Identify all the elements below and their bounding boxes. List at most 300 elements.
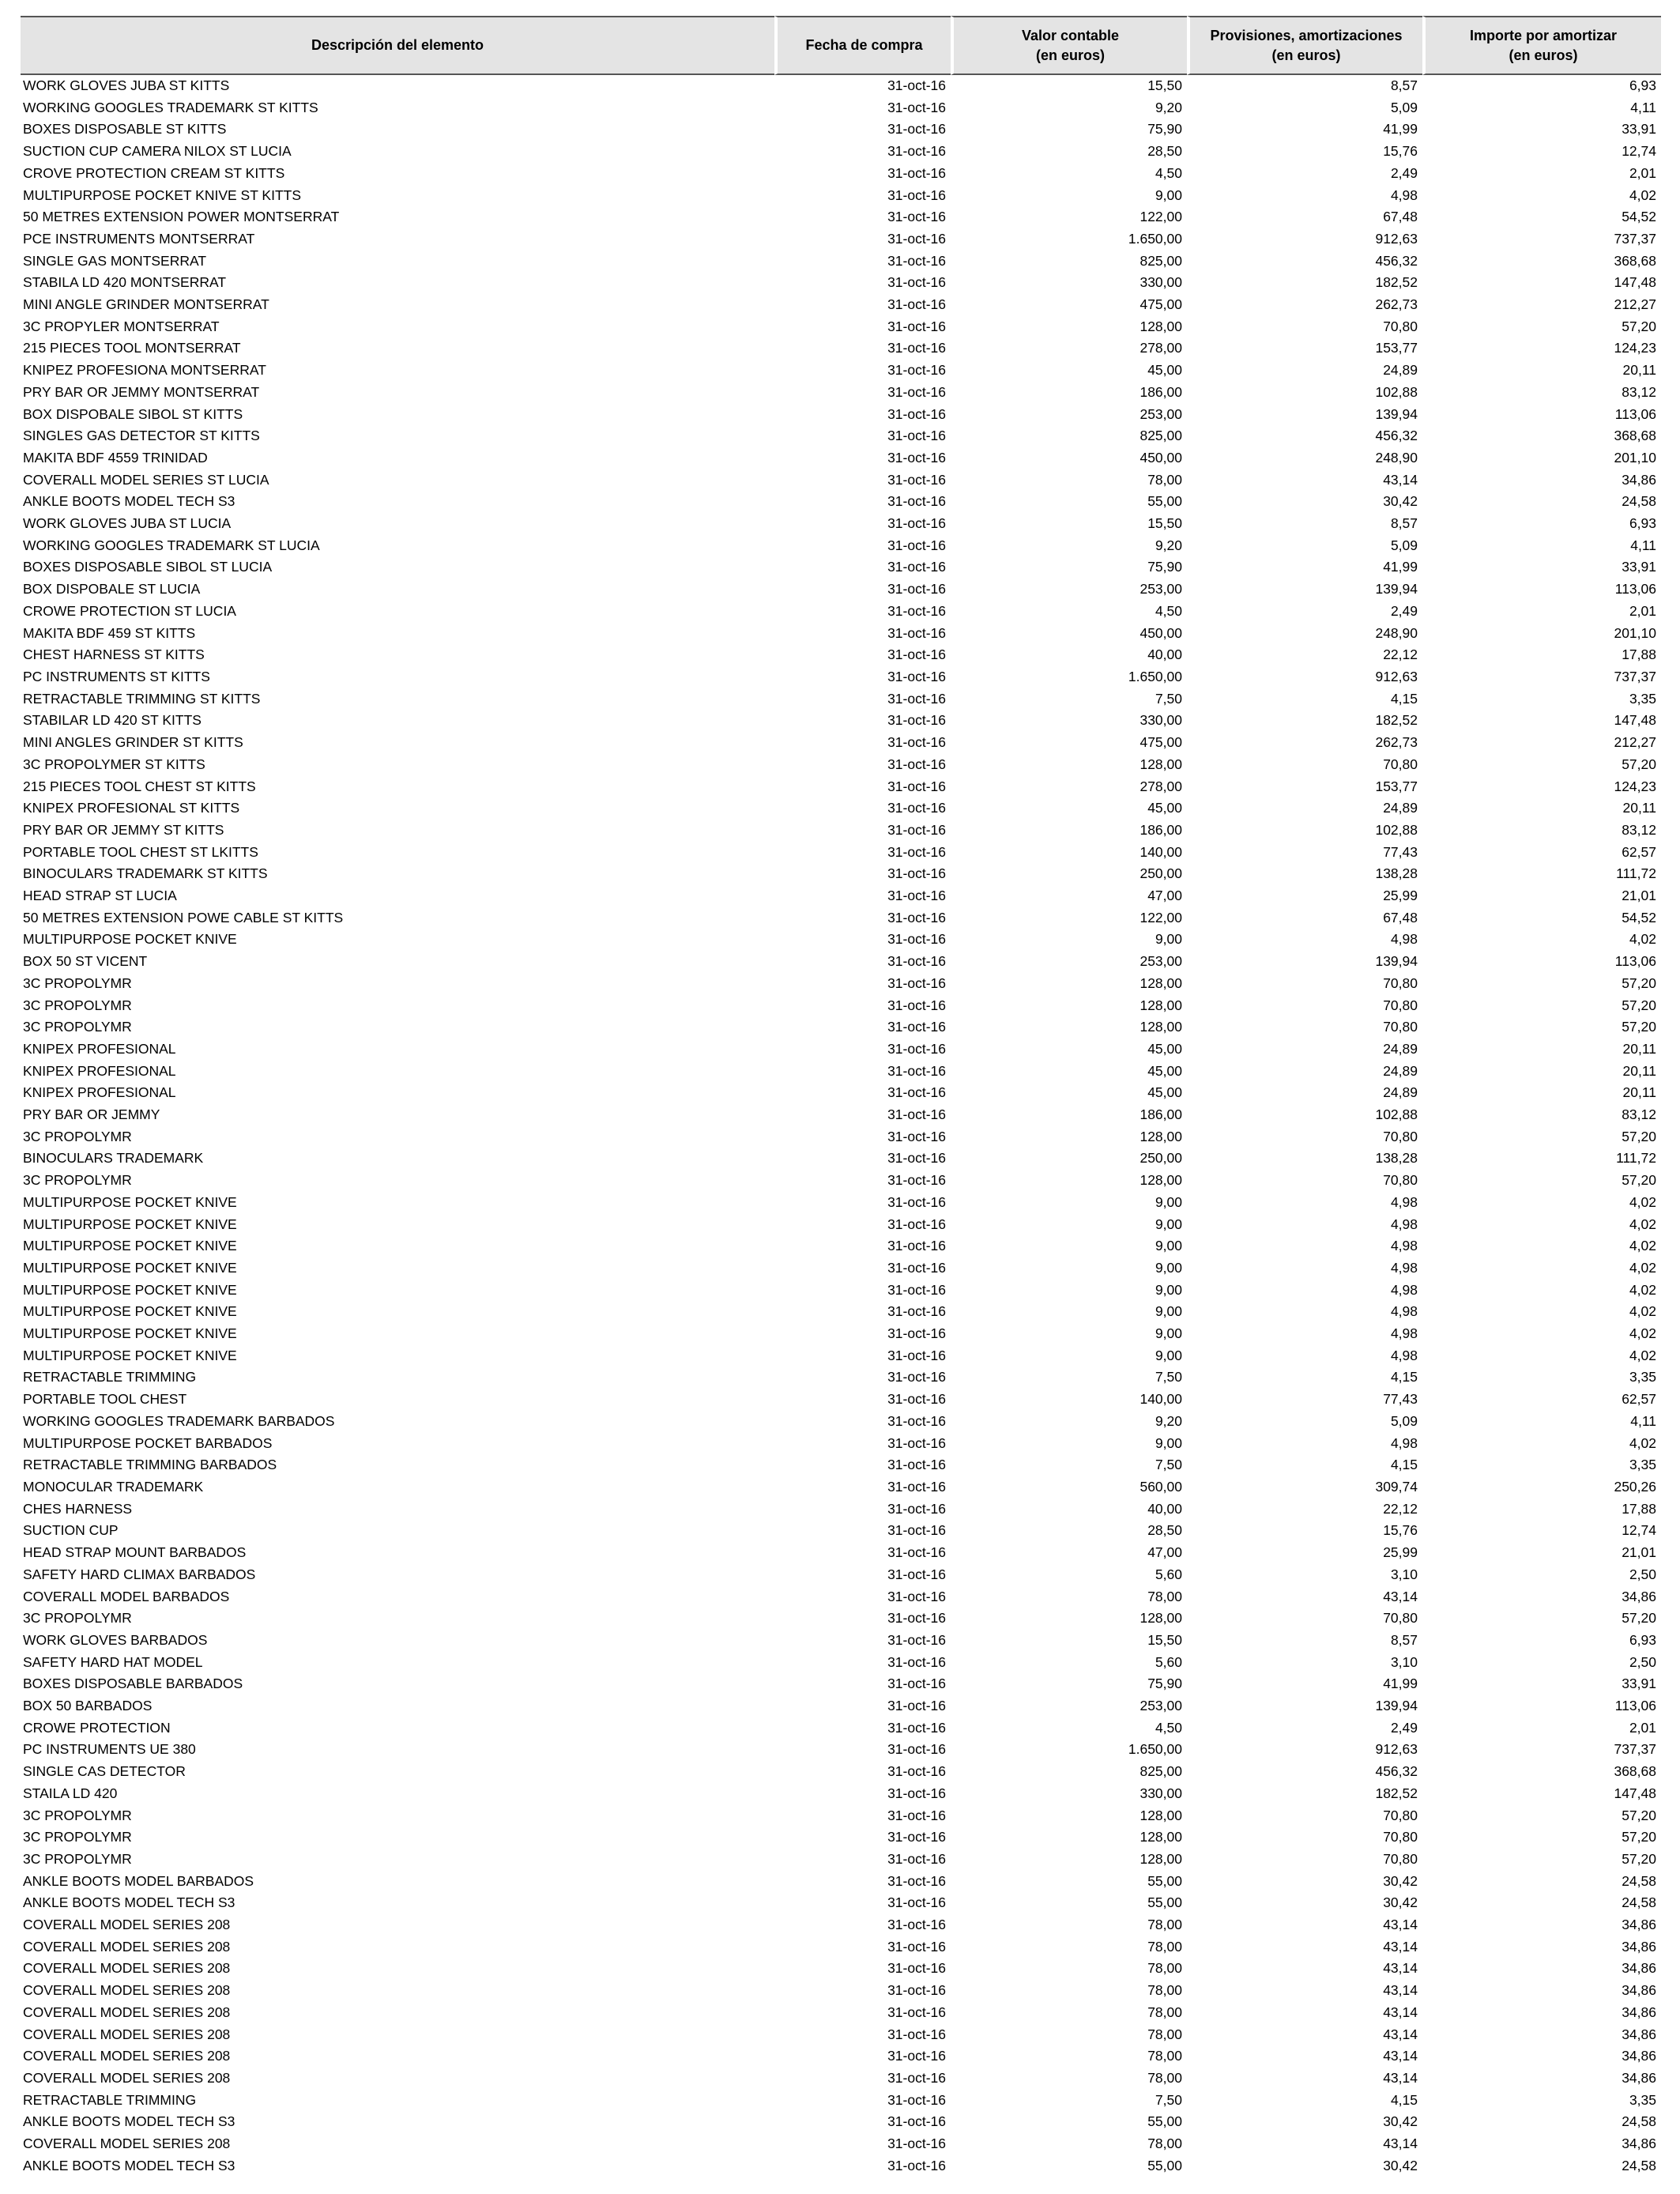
table-row (21, 206, 1661, 228)
cell-description: SUCTION CUP CAMERA NILOX ST LUCIA (23, 143, 292, 160)
cell-provisions: 70,80 (1383, 1172, 1418, 1189)
table-body (21, 75, 1661, 2177)
table-row (21, 1520, 1661, 1542)
cell-description: STAILA LD 420 (23, 1785, 118, 1801)
cell-provisions: 70,80 (1383, 1829, 1418, 1845)
cell-book-value: 55,00 (1147, 1872, 1182, 1889)
cell-provisions: 139,94 (1375, 581, 1418, 598)
cell-book-value: 9,00 (1155, 1193, 1182, 1210)
cell-book-value: 450,00 (1139, 449, 1182, 466)
table-row (21, 228, 1661, 251)
cell-remaining: 201,10 (1614, 624, 1656, 641)
cell-provisions: 102,88 (1375, 383, 1418, 400)
cell-provisions: 67,48 (1383, 909, 1418, 925)
cell-book-value: 7,50 (1155, 2091, 1182, 2108)
table-row (21, 294, 1661, 316)
cell-remaining: 6,93 (1629, 1631, 1656, 1648)
cell-purchase-date: 31-oct-16 (887, 1019, 946, 1035)
cell-description: 3C PROPOLYMR (23, 1850, 132, 1867)
cell-provisions: 912,63 (1375, 1741, 1418, 1758)
cell-description: COVERALL MODEL SERIES 208 (23, 2026, 231, 2042)
cell-purchase-date: 31-oct-16 (887, 1479, 946, 1495)
cell-book-value: 7,50 (1155, 1457, 1182, 1473)
cell-provisions: 4,15 (1390, 1457, 1418, 1473)
cell-remaining: 20,11 (1622, 362, 1656, 379)
cell-provisions: 22,12 (1383, 647, 1418, 663)
cell-provisions: 262,73 (1375, 734, 1418, 751)
cell-description: CROWE PROTECTION ST LUCIA (23, 602, 236, 619)
table-row (21, 2155, 1661, 2177)
cell-book-value: 9,00 (1155, 1259, 1182, 1276)
cell-purchase-date: 31-oct-16 (887, 2004, 946, 2020)
table-row (21, 447, 1661, 469)
table-row (21, 535, 1661, 557)
cell-book-value: 9,20 (1155, 537, 1182, 553)
cell-description: PC INSTRUMENTS UE 380 (23, 1741, 196, 1758)
cell-provisions: 4,15 (1390, 1369, 1418, 1385)
cell-book-value: 40,00 (1147, 647, 1182, 663)
cell-book-value: 122,00 (1139, 909, 1182, 925)
cell-purchase-date: 31-oct-16 (887, 121, 946, 138)
cell-purchase-date: 31-oct-16 (887, 647, 946, 663)
cell-provisions: 2,49 (1390, 164, 1418, 181)
cell-provisions: 4,98 (1390, 1238, 1418, 1254)
cell-purchase-date: 31-oct-16 (887, 428, 946, 444)
cell-purchase-date: 31-oct-16 (887, 1369, 946, 1385)
cell-remaining: 4,11 (1630, 99, 1656, 115)
table-row (21, 1914, 1661, 1936)
table-row (21, 1826, 1661, 1849)
table-row (21, 1257, 1661, 1280)
table-row (21, 907, 1661, 929)
cell-description: 50 METRES EXTENSION POWER MONTSERRAT (23, 209, 340, 225)
cell-description: COVERALL MODEL SERIES 208 (23, 1917, 231, 1933)
cell-book-value: 1.650,00 (1128, 1741, 1182, 1758)
cell-provisions: 30,42 (1383, 2157, 1418, 2173)
cell-remaining: 34,86 (1622, 2136, 1656, 2152)
cell-description: 3C PROPOLYMR (23, 1807, 132, 1823)
table-row (21, 469, 1661, 492)
cell-provisions: 30,42 (1383, 1872, 1418, 1889)
cell-purchase-date: 31-oct-16 (887, 2048, 946, 2064)
table-row (21, 316, 1661, 338)
table-row (21, 1148, 1661, 1170)
cell-remaining: 3,35 (1629, 2091, 1656, 2108)
cell-remaining: 24,58 (1622, 1894, 1656, 1911)
cell-provisions: 4,98 (1390, 1216, 1418, 1232)
cell-provisions: 24,89 (1383, 1040, 1418, 1057)
cell-purchase-date: 31-oct-16 (887, 931, 946, 948)
cell-description: ANKLE BOOTS MODEL TECH S3 (23, 2113, 235, 2130)
cell-book-value: 7,50 (1155, 690, 1182, 707)
cell-purchase-date: 31-oct-16 (887, 559, 946, 575)
cell-remaining: 34,86 (1622, 2026, 1656, 2042)
cell-provisions: 182,52 (1375, 712, 1418, 729)
table-row (21, 1301, 1661, 1323)
cell-provisions: 4,98 (1390, 1281, 1418, 1298)
cell-book-value: 9,00 (1155, 187, 1182, 203)
cell-remaining: 21,01 (1622, 1544, 1656, 1561)
cell-description: ANKLE BOOTS MODEL TECH S3 (23, 493, 235, 510)
table-row (21, 1498, 1661, 1521)
table-row (21, 1542, 1661, 1564)
table-row (21, 929, 1661, 951)
cell-book-value: 9,00 (1155, 1325, 1182, 1342)
cell-book-value: 78,00 (1147, 2048, 1182, 2064)
cell-purchase-date: 31-oct-16 (887, 340, 946, 356)
cell-book-value: 7,50 (1155, 1369, 1182, 1385)
cell-provisions: 2,49 (1390, 1719, 1418, 1736)
cell-description: PCE INSTRUMENTS MONTSERRAT (23, 230, 255, 247)
cell-book-value: 55,00 (1147, 1894, 1182, 1911)
cell-remaining: 20,11 (1622, 1062, 1656, 1079)
cell-remaining: 2,50 (1629, 1653, 1656, 1670)
cell-remaining: 54,52 (1622, 909, 1656, 925)
cell-provisions: 25,99 (1383, 888, 1418, 904)
cell-purchase-date: 31-oct-16 (887, 449, 946, 466)
cell-book-value: 250,00 (1139, 865, 1182, 882)
cell-description: CROWE PROTECTION (23, 1719, 171, 1736)
header-provisions-line2: (en euros) (1271, 47, 1341, 63)
cell-purchase-date: 31-oct-16 (887, 953, 946, 970)
cell-book-value: 75,90 (1147, 1676, 1182, 1692)
table-row (21, 360, 1661, 382)
cell-description: BOXES DISPOSABLE BARBADOS (23, 1676, 243, 1692)
cell-purchase-date: 31-oct-16 (887, 909, 946, 925)
table-row (21, 1389, 1661, 1411)
cell-purchase-date: 31-oct-16 (887, 296, 946, 313)
table-row (21, 732, 1661, 754)
cell-purchase-date: 31-oct-16 (887, 1500, 946, 1517)
header-book-value (951, 16, 1187, 75)
cell-remaining: 212,27 (1614, 734, 1656, 751)
cell-description: KNIPEX PROFESIONAL (23, 1062, 176, 1079)
table-row (21, 2045, 1661, 2068)
table-header-row (21, 16, 1661, 75)
cell-book-value: 45,00 (1147, 1040, 1182, 1057)
cell-remaining: 147,48 (1614, 1785, 1656, 1801)
cell-remaining: 57,20 (1622, 1807, 1656, 1823)
cell-remaining: 34,86 (1622, 1917, 1656, 1933)
cell-description: 3C PROPOLYMR (23, 997, 132, 1013)
cell-remaining: 34,86 (1622, 1982, 1656, 1999)
cell-remaining: 4,11 (1630, 1412, 1656, 1429)
cell-provisions: 248,90 (1375, 449, 1418, 466)
cell-provisions: 2,49 (1390, 602, 1418, 619)
cell-provisions: 43,14 (1383, 1917, 1418, 1933)
cell-remaining: 57,20 (1622, 1128, 1656, 1144)
cell-purchase-date: 31-oct-16 (887, 1894, 946, 1911)
cell-book-value: 78,00 (1147, 1588, 1182, 1604)
table-row (21, 1761, 1661, 1783)
cell-description: BINOCULARS TRADEMARK ST KITTS (23, 865, 268, 882)
cell-book-value: 128,00 (1139, 1019, 1182, 1035)
cell-remaining: 6,93 (1629, 515, 1656, 532)
cell-book-value: 186,00 (1139, 383, 1182, 400)
cell-provisions: 43,14 (1383, 471, 1418, 488)
cell-provisions: 43,14 (1383, 2048, 1418, 2064)
table-row (21, 251, 1661, 273)
cell-remaining: 33,91 (1622, 1676, 1656, 1692)
cell-description: MULTIPURPOSE POCKET KNIVE (23, 1193, 237, 1210)
cell-provisions: 70,80 (1383, 997, 1418, 1013)
cell-remaining: 62,57 (1622, 843, 1656, 860)
table-row (21, 2024, 1661, 2046)
cell-purchase-date: 31-oct-16 (887, 1106, 946, 1123)
cell-description: HEAD STRAP MOUNT BARBADOS (23, 1544, 247, 1561)
cell-remaining: 2,01 (1629, 164, 1656, 181)
cell-book-value: 825,00 (1139, 428, 1182, 444)
cell-purchase-date: 31-oct-16 (887, 800, 946, 816)
cell-provisions: 153,77 (1375, 340, 1418, 356)
cell-purchase-date: 31-oct-16 (887, 230, 946, 247)
cell-book-value: 1.650,00 (1128, 230, 1182, 247)
cell-provisions: 102,88 (1375, 821, 1418, 838)
cell-description: RETRACTABLE TRIMMING (23, 1369, 197, 1385)
cell-book-value: 15,50 (1147, 1631, 1182, 1648)
cell-book-value: 9,00 (1155, 1281, 1182, 1298)
cell-description: MULTIPURPOSE POCKET KNIVE (23, 1325, 237, 1342)
cell-remaining: 4,02 (1629, 1281, 1656, 1298)
cell-book-value: 9,00 (1155, 1303, 1182, 1320)
cell-description: SAFETY HARD HAT MODEL (23, 1653, 203, 1670)
cell-description: MULTIPURPOSE POCKET KNIVE (23, 931, 237, 948)
table-row (21, 973, 1661, 995)
cell-description: KNIPEZ PROFESIONA MONTSERRAT (23, 362, 266, 379)
cell-remaining: 4,02 (1629, 1434, 1656, 1451)
cell-remaining: 4,02 (1629, 1347, 1656, 1363)
cell-provisions: 22,12 (1383, 1500, 1418, 1517)
cell-provisions: 30,42 (1383, 2113, 1418, 2130)
cell-purchase-date: 31-oct-16 (887, 383, 946, 400)
cell-remaining: 24,58 (1622, 2157, 1656, 2173)
cell-remaining: 33,91 (1622, 559, 1656, 575)
cell-provisions: 4,98 (1390, 1347, 1418, 1363)
table-row (21, 951, 1661, 973)
table-row (21, 1411, 1661, 1433)
table-row (21, 1433, 1661, 1455)
cell-description: HEAD STRAP ST LUCIA (23, 888, 177, 904)
cell-purchase-date: 31-oct-16 (887, 888, 946, 904)
cell-description: PRY BAR OR JEMMY MONTSERRAT (23, 383, 260, 400)
cell-book-value: 78,00 (1147, 2004, 1182, 2020)
cell-book-value: 825,00 (1139, 252, 1182, 269)
cell-remaining: 20,11 (1622, 1040, 1656, 1057)
table-row (21, 163, 1661, 185)
cell-provisions: 138,28 (1375, 865, 1418, 882)
cell-book-value: 128,00 (1139, 974, 1182, 991)
cell-description: WORK GLOVES BARBADOS (23, 1631, 208, 1648)
cell-book-value: 122,00 (1139, 209, 1182, 225)
cell-remaining: 57,20 (1622, 1829, 1656, 1845)
table-row (21, 1805, 1661, 1827)
cell-book-value: 128,00 (1139, 1807, 1182, 1823)
cell-purchase-date: 31-oct-16 (887, 274, 946, 291)
cell-provisions: 5,09 (1390, 1412, 1418, 1429)
cell-remaining: 17,88 (1622, 1500, 1656, 1517)
cell-book-value: 9,00 (1155, 1216, 1182, 1232)
cell-description: RETRACTABLE TRIMMING ST KITTS (23, 690, 261, 707)
table-row (21, 2090, 1661, 2112)
cell-provisions: 70,80 (1383, 318, 1418, 334)
cell-description: ANKLE BOOTS MODEL BARBADOS (23, 1872, 254, 1889)
cell-purchase-date: 31-oct-16 (887, 1238, 946, 1254)
cell-book-value: 28,50 (1147, 143, 1182, 160)
cell-book-value: 330,00 (1139, 274, 1182, 291)
cell-remaining: 3,35 (1629, 1369, 1656, 1385)
cell-remaining: 6,93 (1629, 77, 1656, 93)
cell-purchase-date: 31-oct-16 (887, 2113, 946, 2130)
table-row (21, 885, 1661, 907)
cell-purchase-date: 31-oct-16 (887, 1763, 946, 1780)
cell-remaining: 2,01 (1629, 1719, 1656, 1736)
table-row (21, 1214, 1661, 1236)
table-row (21, 1192, 1661, 1214)
cell-book-value: 5,60 (1155, 1566, 1182, 1582)
cell-remaining: 4,02 (1629, 931, 1656, 948)
cell-remaining: 57,20 (1622, 1850, 1656, 1867)
cell-provisions: 4,15 (1390, 690, 1418, 707)
table-row (21, 1871, 1661, 1893)
asset-table (21, 16, 1661, 2177)
cell-description: ANKLE BOOTS MODEL TECH S3 (23, 2157, 235, 2173)
cell-description: ANKLE BOOTS MODEL TECH S3 (23, 1894, 235, 1911)
table-row (21, 820, 1661, 842)
table-row (21, 425, 1661, 447)
cell-provisions: 182,52 (1375, 1785, 1418, 1801)
table-row (21, 776, 1661, 798)
cell-description: SINGLES GAS DETECTOR ST KITTS (23, 428, 260, 444)
cell-book-value: 45,00 (1147, 1084, 1182, 1101)
table-row (21, 644, 1661, 666)
cell-description: RETRACTABLE TRIMMING (23, 2091, 197, 2108)
cell-book-value: 55,00 (1147, 493, 1182, 510)
cell-provisions: 70,80 (1383, 1128, 1418, 1144)
cell-description: PRY BAR OR JEMMY (23, 1106, 160, 1123)
cell-description: MULTIPURPOSE POCKET KNIVE ST KITTS (23, 187, 302, 203)
table-row (21, 1039, 1661, 1061)
cell-remaining: 34,86 (1622, 471, 1656, 488)
cell-provisions: 77,43 (1383, 843, 1418, 860)
cell-book-value: 128,00 (1139, 756, 1182, 772)
cell-provisions: 77,43 (1383, 1391, 1418, 1408)
cell-purchase-date: 31-oct-16 (887, 712, 946, 729)
cell-book-value: 1.650,00 (1128, 668, 1182, 684)
cell-provisions: 70,80 (1383, 974, 1418, 991)
cell-remaining: 34,86 (1622, 2004, 1656, 2020)
cell-book-value: 140,00 (1139, 843, 1182, 860)
cell-book-value: 40,00 (1147, 1500, 1182, 1517)
cell-provisions: 456,32 (1375, 428, 1418, 444)
cell-purchase-date: 31-oct-16 (887, 2091, 946, 2108)
table-row (21, 754, 1661, 776)
cell-book-value: 253,00 (1139, 1698, 1182, 1714)
cell-provisions: 456,32 (1375, 1763, 1418, 1780)
cell-purchase-date: 31-oct-16 (887, 1631, 946, 1648)
cell-remaining: 4,02 (1629, 1303, 1656, 1320)
cell-provisions: 4,98 (1390, 1434, 1418, 1451)
cell-provisions: 456,32 (1375, 252, 1418, 269)
cell-book-value: 55,00 (1147, 2157, 1182, 2173)
table-row (21, 1958, 1661, 1980)
cell-remaining: 4,02 (1629, 1216, 1656, 1232)
cell-book-value: 78,00 (1147, 1938, 1182, 1955)
cell-remaining: 113,06 (1614, 953, 1656, 970)
header-book-value-line2: (en euros) (1035, 47, 1105, 63)
cell-book-value: 4,50 (1155, 602, 1182, 619)
cell-purchase-date: 31-oct-16 (887, 1938, 946, 1955)
cell-description: RETRACTABLE TRIMMING BARBADOS (23, 1457, 277, 1473)
cell-remaining: 57,20 (1622, 318, 1656, 334)
cell-provisions: 4,98 (1390, 1193, 1418, 1210)
cell-book-value: 278,00 (1139, 340, 1182, 356)
cell-provisions: 5,09 (1390, 537, 1418, 553)
cell-purchase-date: 31-oct-16 (887, 581, 946, 598)
cell-description: SUCTION CUP (23, 1522, 119, 1539)
cell-description: 3C PROPOLYMR (23, 1019, 132, 1035)
cell-remaining: 24,58 (1622, 493, 1656, 510)
cell-provisions: 4,98 (1390, 1303, 1418, 1320)
table-row (21, 1783, 1661, 1805)
cell-description: SINGLE CAS DETECTOR (23, 1763, 186, 1780)
cell-book-value: 560,00 (1139, 1479, 1182, 1495)
cell-remaining: 34,86 (1622, 2048, 1656, 2064)
cell-provisions: 24,89 (1383, 800, 1418, 816)
cell-purchase-date: 31-oct-16 (887, 1325, 946, 1342)
cell-description: COVERALL MODEL SERIES ST LUCIA (23, 471, 269, 488)
cell-remaining: 737,37 (1614, 668, 1656, 684)
cell-book-value: 140,00 (1139, 1391, 1182, 1408)
cell-purchase-date: 31-oct-16 (887, 493, 946, 510)
header-provisions-line1: Provisiones, amortizaciones (1210, 27, 1403, 43)
cell-book-value: 186,00 (1139, 821, 1182, 838)
cell-description: BOX DISPOBALE SIBOL ST KITTS (23, 405, 243, 422)
cell-book-value: 78,00 (1147, 1917, 1182, 1933)
table-row (21, 141, 1661, 163)
cell-description: CHEST HARNESS ST KITTS (23, 647, 205, 663)
cell-book-value: 5,60 (1155, 1653, 1182, 1670)
cell-remaining: 34,86 (1622, 2069, 1656, 2086)
cell-purchase-date: 31-oct-16 (887, 1872, 946, 1889)
cell-remaining: 57,20 (1622, 756, 1656, 772)
table-row (21, 75, 1661, 97)
cell-purchase-date: 31-oct-16 (887, 2136, 946, 2152)
cell-provisions: 912,63 (1375, 230, 1418, 247)
cell-remaining: 212,27 (1614, 296, 1656, 313)
cell-provisions: 4,98 (1390, 1259, 1418, 1276)
cell-remaining: 2,01 (1629, 602, 1656, 619)
cell-remaining: 57,20 (1622, 1172, 1656, 1189)
cell-provisions: 70,80 (1383, 1019, 1418, 1035)
cell-provisions: 248,90 (1375, 624, 1418, 641)
cell-description: MULTIPURPOSE POCKET KNIVE (23, 1347, 237, 1363)
cell-purchase-date: 31-oct-16 (887, 821, 946, 838)
cell-purchase-date: 31-oct-16 (887, 1960, 946, 1977)
cell-remaining: 737,37 (1614, 230, 1656, 247)
cell-description: WORK GLOVES JUBA ST KITTS (23, 77, 230, 93)
cell-remaining: 83,12 (1622, 821, 1656, 838)
table-row (21, 1126, 1661, 1148)
table-row (21, 185, 1661, 207)
cell-provisions: 43,14 (1383, 2004, 1418, 2020)
cell-remaining: 62,57 (1622, 1391, 1656, 1408)
table-row (21, 1695, 1661, 1717)
table-row (21, 1345, 1661, 1367)
cell-provisions: 41,99 (1383, 121, 1418, 138)
cell-provisions: 30,42 (1383, 1894, 1418, 1911)
cell-purchase-date: 31-oct-16 (887, 362, 946, 379)
table-row (21, 97, 1661, 119)
